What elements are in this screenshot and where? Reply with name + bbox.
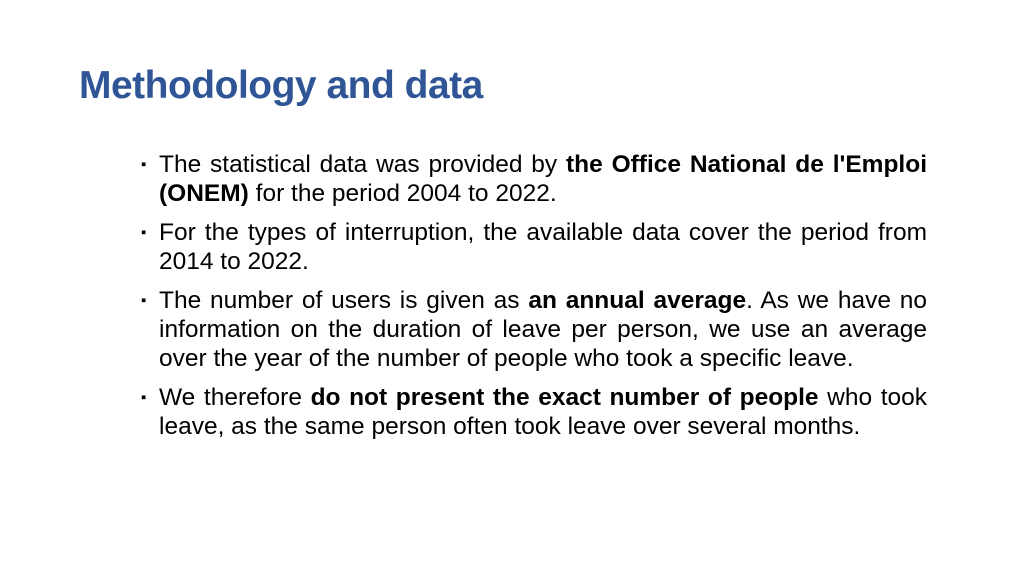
bullet-item: [141, 150, 928, 208]
bullet-marker: ▪: [141, 156, 147, 173]
bullet-text: for the period 2004 to 2022.: [248, 180, 557, 207]
bullet-item: [141, 383, 927, 441]
bullet-marker: ▪: [141, 389, 147, 406]
bullet-text: The number of users is given as: [159, 287, 529, 314]
bullet-marker: ▪: [141, 224, 147, 241]
bullet-text: who took leave, as the same person often took leave over several months.: [159, 384, 927, 440]
bullet-marker: ▪: [141, 292, 147, 309]
bullet-text: For the types of interruption, the available data cover the period from 2014 to 2022.: [159, 219, 927, 275]
slide-title: Methodology and data: [79, 64, 483, 107]
bullet-text-emphasis: the Office National de l'Emploi (ONEM): [159, 151, 928, 207]
bullet-text-emphasis: do not present the exact number of people: [310, 384, 819, 411]
bullet-text-emphasis: an annual average: [528, 287, 747, 314]
bullet-text: . As we have no information on the duration of leave per person, we use an average over the year of the number of people who took a specific leave.: [159, 287, 927, 372]
bullet-item: [141, 286, 927, 373]
bullet-text: The statistical data was provided by: [159, 151, 566, 178]
bullet-list: [141, 150, 928, 451]
bullet-text: We therefore: [159, 384, 311, 411]
bullet-item: [141, 218, 927, 276]
